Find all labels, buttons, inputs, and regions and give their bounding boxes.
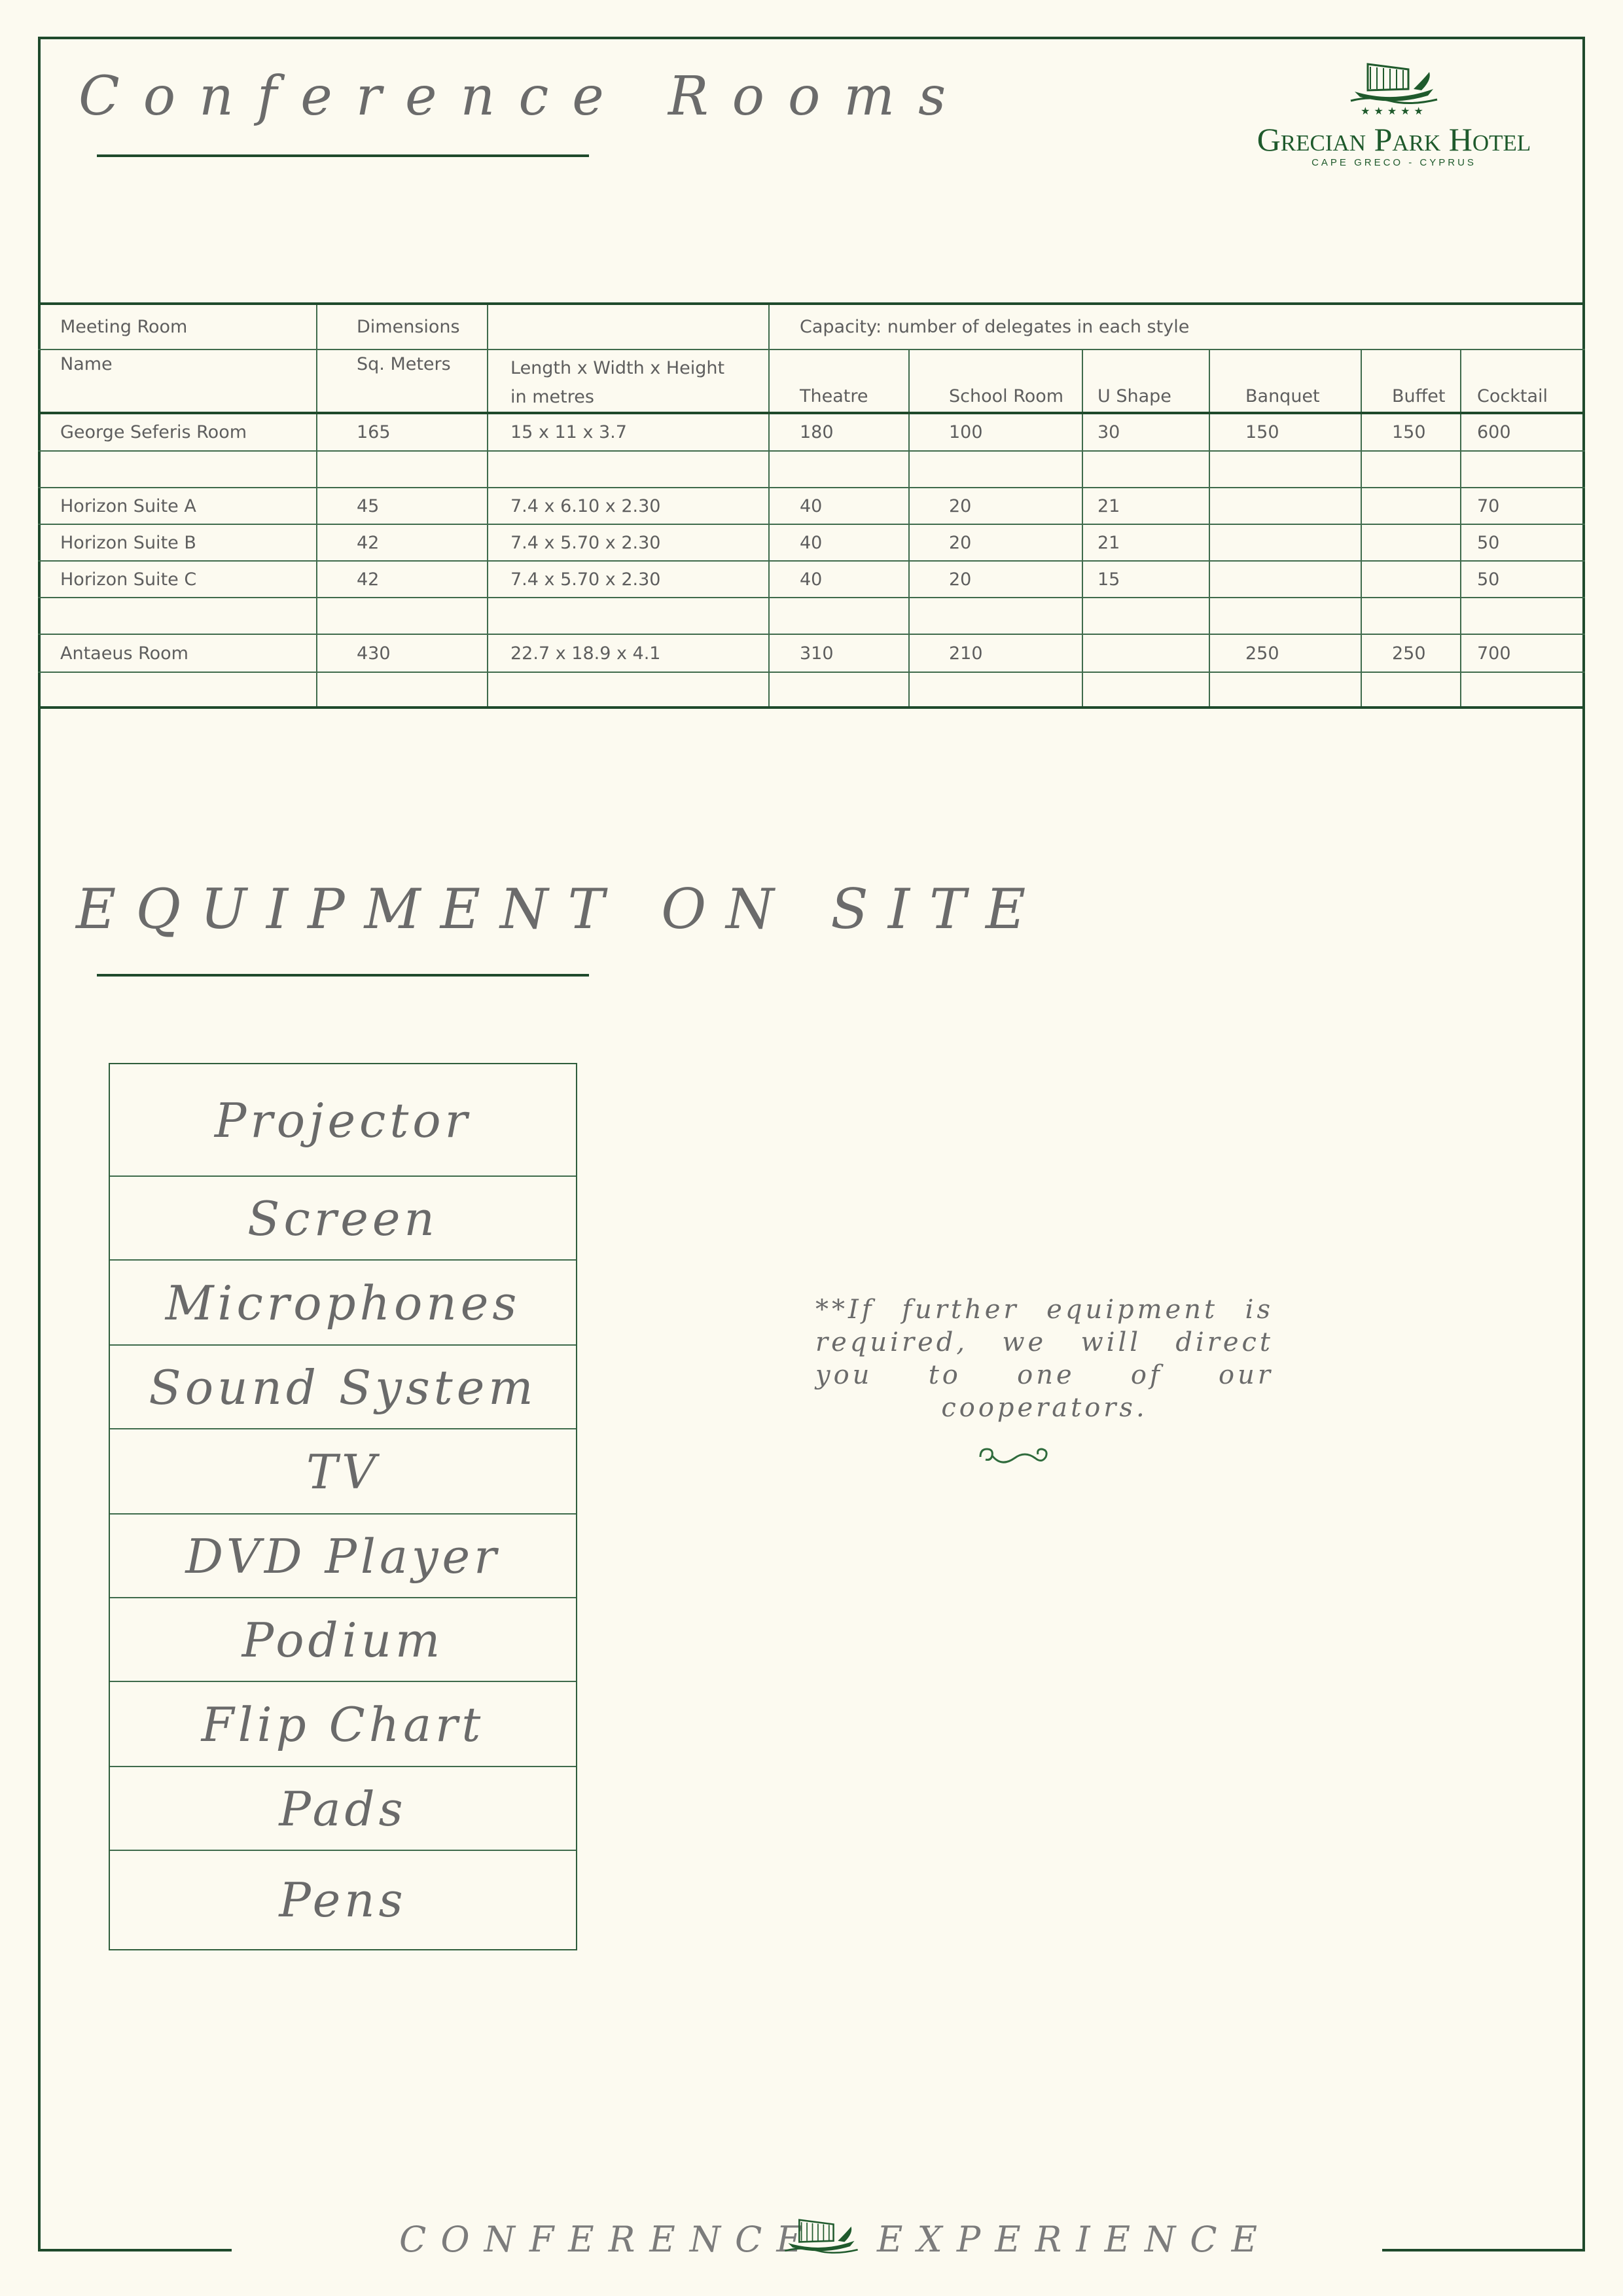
table-cell-school: 20	[909, 561, 1082, 598]
table-cell-theatre: 40	[769, 561, 909, 598]
table-row	[38, 413, 1585, 451]
table-row	[38, 598, 1585, 634]
table-cell-banquet	[1209, 672, 1361, 708]
table-cell-school: 20	[909, 524, 1082, 561]
title-underline	[97, 154, 589, 157]
table-cell-ushape: 30	[1082, 413, 1209, 451]
header-cell: U Shape	[1082, 350, 1209, 413]
table-cell-sqm	[317, 672, 488, 708]
table-cell-sqm: 42	[317, 561, 488, 598]
ship-icon	[1348, 58, 1440, 110]
hotel-logo	[1224, 58, 1564, 175]
hotel-stars: ★★★★★	[1361, 106, 1427, 117]
table-cell-school: 20	[909, 488, 1082, 524]
footer-rule-right	[1382, 2249, 1585, 2251]
table-cell-theatre	[769, 451, 909, 488]
equipment-item: Screen	[110, 1177, 576, 1261]
equipment-item: Microphones	[110, 1261, 576, 1346]
table-cell-dims: 7.4 x 5.70 x 2.30	[488, 524, 769, 561]
table-cell-sqm: 45	[317, 488, 488, 524]
table-cell-banquet: 150	[1209, 413, 1361, 451]
hotel-location: CAPE GRECO - CYPRUS	[1311, 157, 1476, 168]
table-cell-name: George Seferis Room	[38, 413, 317, 451]
table-cell-theatre	[769, 672, 909, 708]
rooms-table-body	[38, 413, 1585, 708]
equipment-item: DVD Player	[110, 1515, 576, 1598]
page-title: Conference Rooms	[79, 65, 970, 128]
header-cell: Theatre	[769, 350, 909, 413]
table-cell-ushape: 21	[1082, 488, 1209, 524]
table-cell-sqm	[317, 451, 488, 488]
table-cell-buffet	[1361, 451, 1461, 488]
header-cell: Cocktail	[1461, 350, 1585, 413]
table-cell-buffet	[1361, 561, 1461, 598]
table-cell-dims: 7.4 x 5.70 x 2.30	[488, 561, 769, 598]
equipment-note: **If further equipment is required, we will direct you to one of our cooperators.	[815, 1295, 1274, 1423]
table-cell-banquet	[1209, 561, 1361, 598]
header-cell: Sq. Meters	[317, 350, 488, 413]
table-cell-ushape	[1082, 672, 1209, 708]
table-cell-sqm: 165	[317, 413, 488, 451]
table-cell-buffet	[1361, 598, 1461, 634]
table-cell-cocktail: 50	[1461, 524, 1585, 561]
table-cell-school: 210	[909, 634, 1082, 672]
table-cell-ushape: 15	[1082, 561, 1209, 598]
table-cell-ushape	[1082, 598, 1209, 634]
table-cell-school: 100	[909, 413, 1082, 451]
footer-right-text: EXPERIENCE	[877, 2219, 1272, 2260]
equipment-title: EQUIPMENT ON SITE	[76, 877, 1046, 941]
table-cell-ushape: 21	[1082, 524, 1209, 561]
table-cell-buffet: 250	[1361, 634, 1461, 672]
equipment-item: Podium	[110, 1598, 576, 1682]
table-cell-ushape	[1082, 451, 1209, 488]
table-cell-name: Antaeus Room	[38, 634, 317, 672]
table-row	[38, 561, 1585, 598]
table-cell-school	[909, 598, 1082, 634]
table-cell-theatre: 40	[769, 524, 909, 561]
ship-icon	[783, 2214, 860, 2259]
table-cell-banquet: 250	[1209, 634, 1361, 672]
table-header-row	[38, 304, 1585, 350]
table-cell-cocktail: 600	[1461, 413, 1585, 451]
table-cell-theatre: 180	[769, 413, 909, 451]
table-cell-sqm: 430	[317, 634, 488, 672]
table-cell-buffet	[1361, 488, 1461, 524]
table-cell-sqm: 42	[317, 524, 488, 561]
equipment-item: Pads	[110, 1767, 576, 1851]
table-cell-banquet	[1209, 488, 1361, 524]
hotel-name: Grecian Park Hotel	[1257, 121, 1531, 158]
equipment-item: Sound System	[110, 1346, 576, 1429]
footer-left-text: CONFERENCE	[399, 2219, 817, 2260]
table-cell-buffet: 150	[1361, 413, 1461, 451]
equipment-item: Projector	[110, 1064, 576, 1177]
table-cell-name	[38, 672, 317, 708]
table-cell-name	[38, 451, 317, 488]
equipment-item: Pens	[279, 1873, 407, 1928]
table-row	[38, 672, 1585, 708]
capacity-header: Capacity: number of delegates in each style	[769, 304, 1585, 350]
table-row	[38, 524, 1585, 561]
table-cell-name: Horizon Suite A	[38, 488, 317, 524]
equipment-item: Flip Chart	[110, 1682, 576, 1767]
table-cell-theatre: 40	[769, 488, 909, 524]
table-cell-cocktail	[1461, 451, 1585, 488]
table-row	[38, 451, 1585, 488]
table-cell-name	[38, 598, 317, 634]
table-row	[38, 634, 1585, 672]
table-cell-banquet	[1209, 598, 1361, 634]
table-cell-school	[909, 451, 1082, 488]
header-cell: Length x Width x Height in metres	[488, 350, 769, 413]
table-cell-dims: 7.4 x 6.10 x 2.30	[488, 488, 769, 524]
table-cell-cocktail: 700	[1461, 634, 1585, 672]
table-cell-cocktail	[1461, 598, 1585, 634]
footer-rule-left	[38, 2249, 232, 2251]
table-cell-school	[909, 672, 1082, 708]
table-cell-cocktail	[1461, 672, 1585, 708]
table-cell-banquet	[1209, 524, 1361, 561]
header-cell: Banquet	[1209, 350, 1361, 413]
table-cell-dims: 22.7 x 18.9 x 4.1	[488, 634, 769, 672]
table-cell-ushape	[1082, 634, 1209, 672]
equipment-list	[109, 1063, 577, 1950]
conference-rooms-table	[38, 302, 1585, 709]
equipment-item: TV	[110, 1429, 576, 1515]
header-cell	[488, 304, 769, 350]
table-cell-dims	[488, 672, 769, 708]
table-cell-theatre: 310	[769, 634, 909, 672]
table-cell-name: Horizon Suite B	[38, 524, 317, 561]
table-cell-buffet	[1361, 524, 1461, 561]
table-cell-cocktail: 50	[1461, 561, 1585, 598]
table-cell-dims: 15 x 11 x 3.7	[488, 413, 769, 451]
table-cell-theatre	[769, 598, 909, 634]
table-row	[38, 488, 1585, 524]
table-cell-buffet	[1361, 672, 1461, 708]
table-cell-dims	[488, 451, 769, 488]
equipment-underline	[97, 974, 589, 977]
flourish-icon	[975, 1441, 1054, 1474]
table-cell-name: Horizon Suite C	[38, 561, 317, 598]
header-cell: Dimensions	[317, 304, 488, 350]
header-cell: Meeting Room	[38, 304, 317, 350]
header-cell: Name	[38, 350, 317, 413]
header-cell: Buffet	[1361, 350, 1461, 413]
table-cell-cocktail: 70	[1461, 488, 1585, 524]
table-header-row	[38, 350, 1585, 413]
table-cell-dims	[488, 598, 769, 634]
table-cell-sqm	[317, 598, 488, 634]
header-cell: School Room	[909, 350, 1082, 413]
table-cell-banquet	[1209, 451, 1361, 488]
